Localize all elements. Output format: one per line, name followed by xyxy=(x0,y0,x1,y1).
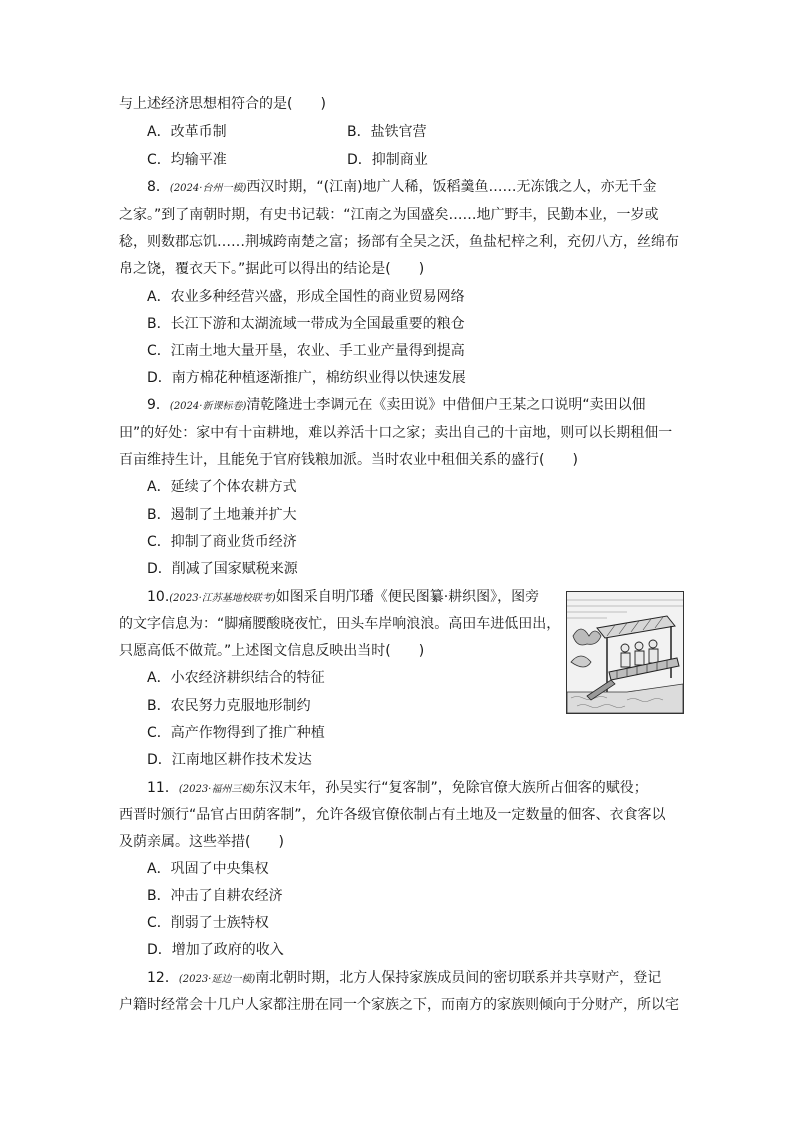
q10-number: 10. xyxy=(147,589,170,605)
q8-option-b: B．长江下游和太湖流域一带成为全国最重要的粮仓 xyxy=(147,316,465,332)
prev-option-d: D．抑制商业 xyxy=(347,152,428,168)
prev-option-a: A．改革币制 xyxy=(147,124,227,140)
q9-number: 9． xyxy=(147,397,170,413)
q8-source: (2024·台州一模) xyxy=(169,183,247,194)
q9-option-d: D．削减了国家赋税来源 xyxy=(147,561,298,577)
q11-number: 11． xyxy=(147,780,179,796)
q11-option-d: D．增加了政府的收入 xyxy=(147,942,284,958)
q10-option-a: A．小农经济耕织结合的特征 xyxy=(147,670,325,686)
q8-line-4: 帛之饶，覆衣天下。”据此可以得出的结论是( ) xyxy=(119,261,425,277)
prev-option-b: B．盐铁官营 xyxy=(347,124,427,140)
q8-line-3: 稔，则数郡忘饥……荆城跨南楚之富；扬部有全吴之沃，鱼盐杞梓之利，充仞八方，丝绵布 xyxy=(119,234,679,250)
q8-option-a: A．农业多种经营兴盛，形成全国性的商业贸易网络 xyxy=(147,289,465,305)
q11-option-b: B．冲击了自耕农经济 xyxy=(147,888,283,904)
q10-line-1 xyxy=(147,588,539,608)
q12-line-2: 户籍时经常会十几户人家都注册在同一个家族之下，而南方的家族则倾向于分财产，所以宅 xyxy=(119,997,679,1013)
q10-source: (2023·江苏基地校联考) xyxy=(169,593,276,604)
woodblock-farming-illustration-icon xyxy=(566,591,684,714)
q10-option-d: D．江南地区耕作技术发达 xyxy=(147,752,312,768)
q9-option-c: C．抑制了商业货币经济 xyxy=(147,534,297,550)
q11-option-c: C．削弱了士族特权 xyxy=(147,915,269,931)
q11-text-1: 东汉末年，孙吴实行“复客制”，免除官僚大族所占佃客的赋役； xyxy=(255,780,648,796)
q10-line-2: 的文字信息为：“脚痛腰酸晓夜忙，田头车岸响浪浪。高田车进低田出， xyxy=(119,616,561,632)
q9-option-a: A．延续了个体农耕方式 xyxy=(147,479,297,495)
q11-line-1 xyxy=(147,779,648,799)
q11-option-a: A．巩固了中央集权 xyxy=(147,861,269,877)
q8-line-2: 之家。”到了南朝时期，有史书记载：“江南之为国盛矣……地广野丰，民勤本业，一岁或 xyxy=(119,207,659,223)
q10-option-b: B．农民努力克服地形制约 xyxy=(147,698,311,714)
q11-line-2: 西晋时颁行“品官占田荫客制”，允许各级官僚依制占有土地及一定数量的佃客、衣食客以 xyxy=(119,807,666,823)
q12-text-1: 南北朝时期，北方人保持家族成员间的密切联系并共享财产，登记 xyxy=(255,970,662,986)
q9-line-3: 百亩维持生计，且能免于官府钱粮加派。当时农业中租佃关系的盛行( ) xyxy=(119,452,578,468)
q9-source: (2024·新课标卷) xyxy=(169,401,247,412)
q11-line-3: 及荫亲属。这些举措( ) xyxy=(119,834,284,850)
q10-option-c: C．高产作物得到了推广种植 xyxy=(147,725,325,741)
q12-line-1 xyxy=(147,969,661,989)
q8-number: 8． xyxy=(147,179,170,195)
q10-text-1: 如图采自明邝璠《便民图纂·耕织图》，图旁 xyxy=(275,589,540,605)
prev-question-line: 与上述经济思想相符合的是( ) xyxy=(119,96,326,112)
q12-number: 12． xyxy=(147,970,179,986)
q11-source: (2023·福州三模) xyxy=(178,784,256,795)
q10-line-3: 只愿高低不做荒。”上述图文信息反映出当时( ) xyxy=(119,643,425,659)
q9-text-1: 清乾隆进士李调元在《卖田说》中借佃户王某之口说明“卖田以佃 xyxy=(246,397,646,413)
q9-option-b: B．遏制了土地兼并扩大 xyxy=(147,507,297,523)
q8-line-1 xyxy=(147,178,657,198)
q9-line-1 xyxy=(147,396,646,416)
q9-line-2: 田”的好处：家中有十亩耕地，难以养活十口之家；卖出自己的十亩地，则可以长期租佃一 xyxy=(119,425,673,441)
q8-option-c: C．江南土地大量开垦，农业、手工业产量得到提高 xyxy=(147,343,465,359)
q8-option-d: D．南方棉花种植逐渐推广，棉纺织业得以快速发展 xyxy=(147,370,466,386)
prev-option-c: C．均输平准 xyxy=(147,152,227,168)
q8-text-1: 西汉时期，“(江南)地广人稀，饭稻羹鱼……无冻饿之人，亦无千金 xyxy=(246,179,657,195)
q12-source: (2023·延边一模) xyxy=(178,974,256,985)
